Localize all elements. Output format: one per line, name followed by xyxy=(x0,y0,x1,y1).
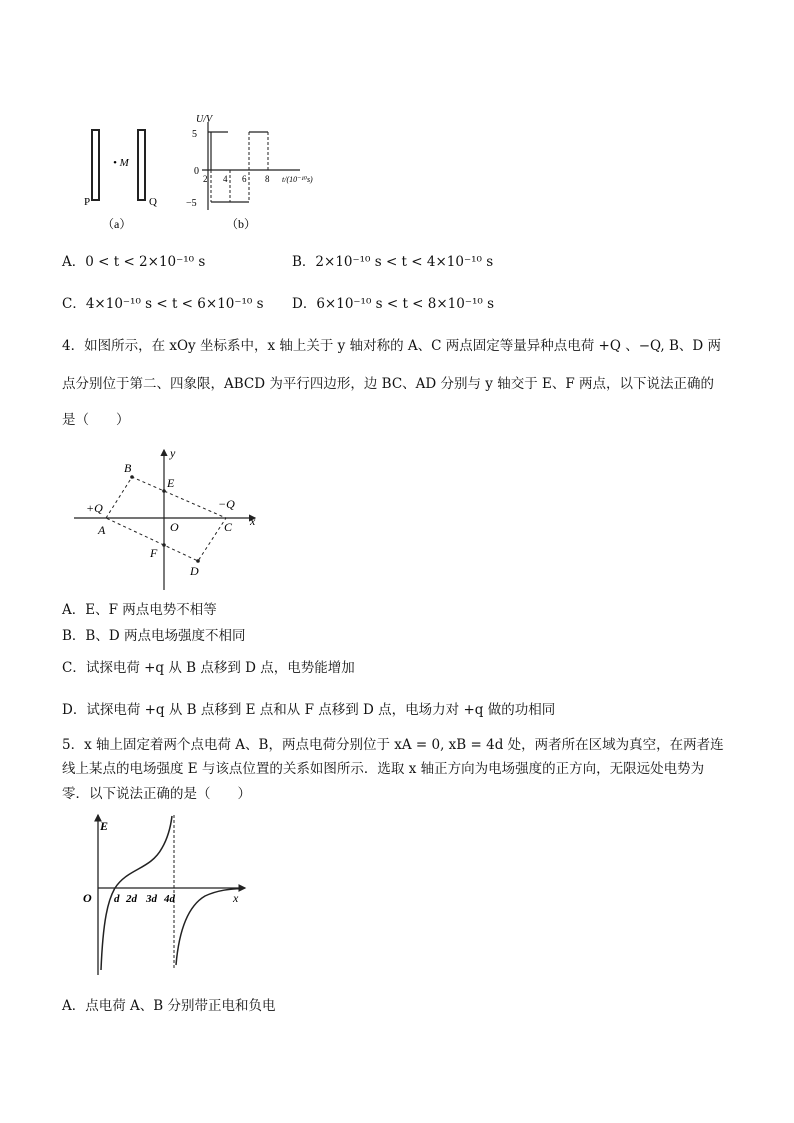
fig4-c: C xyxy=(224,520,233,534)
fig5-tick-4d: 4d xyxy=(164,893,175,905)
figure-field-strength xyxy=(70,810,255,980)
q4-stem-3: 是（ ） xyxy=(62,412,130,428)
q4-stem-2: 点分别位于第二、四象限，ABCD 为平行四边形，边 BC、AD 分别与 y 轴交于 E、F 两点，以下说法正确的 xyxy=(62,376,715,392)
fig4-x: x xyxy=(250,514,256,528)
q3-option-c: C．4×10⁻¹⁰ s < t < 6×10⁻¹⁰ s xyxy=(62,296,264,312)
q4-stem-1: 4．如图所示，在 xOy 坐标系中，x 轴上关于 y 轴对称的 A、C 两点固定等量异种点电荷 +Q 、−Q, B、D 两 xyxy=(62,338,722,354)
fig5-tick-2d: 2d xyxy=(126,893,137,905)
fig4-a: A xyxy=(98,523,106,537)
q3-option-b: B．2×10⁻¹⁰ s < t < 4×10⁻¹⁰ s xyxy=(292,254,494,270)
tick-5: 5 xyxy=(192,129,197,140)
fig4-o: O xyxy=(170,520,179,534)
tick-0: 0 xyxy=(194,166,199,177)
q5-stem-3: 零．以下说法正确的是（ ） xyxy=(62,786,251,802)
fig4-y: y xyxy=(170,446,176,460)
axis-u: U/V xyxy=(196,114,213,125)
label-p: P xyxy=(84,196,91,208)
q3-option-a: A．0 < t < 2×10⁻¹⁰ s xyxy=(62,254,206,270)
q4-option-b: B．B、D 两点电场强度不相同 xyxy=(62,628,246,644)
fig5-e: E xyxy=(100,819,109,833)
q5-option-a: A．点电荷 A、B 分别带正电和负电 xyxy=(62,998,276,1014)
xtick-2: 2 xyxy=(203,174,208,184)
fig5-o: O xyxy=(83,891,92,905)
fig4-f: F xyxy=(150,546,158,560)
fig4-e: E xyxy=(167,476,175,490)
fig4-b: B xyxy=(124,461,132,475)
fig4-minus-q: −Q xyxy=(218,497,235,511)
caption-a: （a） xyxy=(102,217,132,231)
q5-stem-1: 5．x 轴上固定着两个点电荷 A、B，两点电荷分别位于 xA = 0, xB = 4d 处，两者所在区域为真空，在两者连 xyxy=(62,737,724,753)
q3-option-d: D．6×10⁻¹⁰ s < t < 8×10⁻¹⁰ s xyxy=(292,296,495,312)
label-q: Q xyxy=(149,196,157,208)
fig4-d: D xyxy=(190,564,199,578)
fig5-tick-d: d xyxy=(114,893,120,905)
q5-stem-2: 线上某点的电场强度 E 与该点位置的关系如图所示．选取 x 轴正方向为电场强度的正方向，无限远处电势为 xyxy=(62,761,705,777)
xtick-4: 4 xyxy=(223,174,228,184)
fig4-plus-q: +Q xyxy=(86,501,103,515)
q4-option-c: C．试探电荷 +q 从 B 点移到 D 点，电势能增加 xyxy=(62,660,355,676)
xtick-6: 6 xyxy=(242,174,247,184)
fig5-x: x xyxy=(233,891,239,905)
axis-t: t/(10⁻¹⁰s) xyxy=(282,175,313,184)
tick-m5: −5 xyxy=(186,198,197,209)
q4-option-a: A．E、F 两点电势不相等 xyxy=(62,602,217,618)
caption-b: （b） xyxy=(226,217,257,231)
plate-p xyxy=(92,130,99,200)
xtick-8: 8 xyxy=(265,174,270,184)
fig5-tick-3d: 3d xyxy=(146,893,157,905)
figure-parallelogram xyxy=(70,445,270,595)
q4-option-d: D．试探电荷 +q 从 B 点移到 E 点和从 F 点移到 D 点，电场力对 +q 做的功相同 xyxy=(62,702,556,718)
plate-q xyxy=(138,130,145,200)
figure-capacitor-voltage xyxy=(80,110,360,235)
label-m: • M xyxy=(113,157,129,169)
